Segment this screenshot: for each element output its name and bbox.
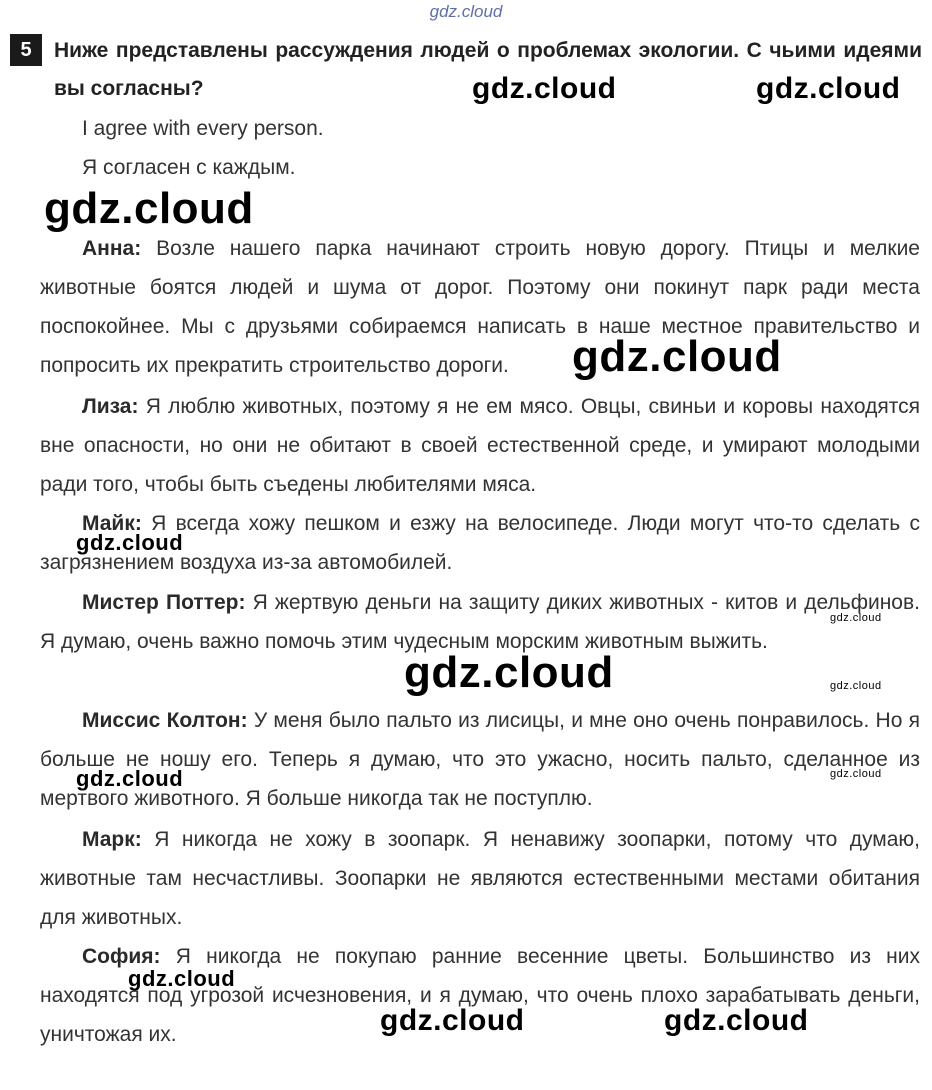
watermark: gdz.cloud (830, 680, 882, 692)
statement-text: У меня было пальто из лисицы, и мне оно очень понравилось. Но я больше не ношу его. Теперь я думаю, что это ужасно, носить пальто, сделанное из мертвого животного. Я больше никогда так не поступлю. (40, 709, 920, 810)
speaker-name: Марк: (82, 828, 142, 851)
speaker-name: Анна: (82, 237, 142, 260)
speaker-name: Миссис Колтон: (82, 709, 248, 732)
watermark: gdz.cloud (76, 766, 184, 791)
statement-mark (40, 820, 920, 937)
answer-english: I agree with every person. (82, 117, 324, 140)
statement-text: Я никогда не хожу в зоопарк. Я ненавижу зоопарки, потому что думаю, животные там несчастливы. Зоопарки не являются естественными местами обитания для животных. (40, 828, 920, 929)
statement-text: Возле нашего парка начинают строить новую дорогу. Птицы и мелкие животные боятся людей и шума от дорог. Поэтому они покинут парк ради места поспокойнее. Мы с друзьями собираемся написать в наше местное правительство и попросить их прекратить строительство дороги. (40, 237, 920, 377)
statement-mrs-colton (40, 701, 920, 818)
watermark: gdz.cloud (664, 1004, 809, 1037)
speaker-name: Мистер Поттер: (82, 591, 246, 614)
watermark: gdz.cloud (44, 184, 254, 233)
watermark: gdz.cloud (76, 530, 184, 555)
task-title: Ниже представлены рассуждения людей о проблемах экологии. С чьими идеями вы согласны? (54, 39, 922, 100)
task-number-badge: 5 (10, 34, 42, 66)
watermark: gdz.cloud (380, 1004, 525, 1037)
watermark: gdz.cloud (472, 72, 617, 105)
watermark: gdz.cloud (404, 648, 614, 697)
speaker-name: София: (82, 945, 161, 968)
speaker-name: Майк: (82, 512, 142, 535)
statement-text: Я жертвую деньги на защиту диких животных - китов и дельфинов. Я думаю, очень важно помочь этим чудесным морским животным выжить. (40, 591, 920, 653)
watermark: gdz.cloud (128, 966, 236, 991)
watermark: gdz.cloud (830, 768, 882, 780)
statement-liza (40, 387, 920, 504)
speaker-name: Лиза: (82, 395, 139, 418)
statement-text: Я никогда не покупаю ранние весенние цветы. Большинство из них находятся под угрозой исчезновения, и я думаю, что очень плохо зарабатывать деньги, уничтожая их. (40, 945, 920, 1046)
statement-text: Я всегда хожу пешком и езжу на велосипеде. Люди могут что-то сделать с загрязнением воздуха из-за автомобилей. (40, 512, 920, 574)
statement-anna (40, 229, 920, 385)
statement-text: Я люблю животных, поэтому я не ем мясо. Овцы, свиньи и коровы находятся вне опасности, но они не обитают в своей естественной среде, и умирают молодыми ради того, чтобы быть съедены любителями мяса. (40, 395, 920, 496)
watermark: gdz.cloud (572, 332, 782, 381)
watermark: gdz.cloud (756, 72, 901, 105)
watermark: gdz.cloud (830, 612, 882, 624)
site-mark-header: gdz.cloud (429, 2, 503, 21)
answer-russian: Я согласен с каждым. (82, 156, 296, 179)
